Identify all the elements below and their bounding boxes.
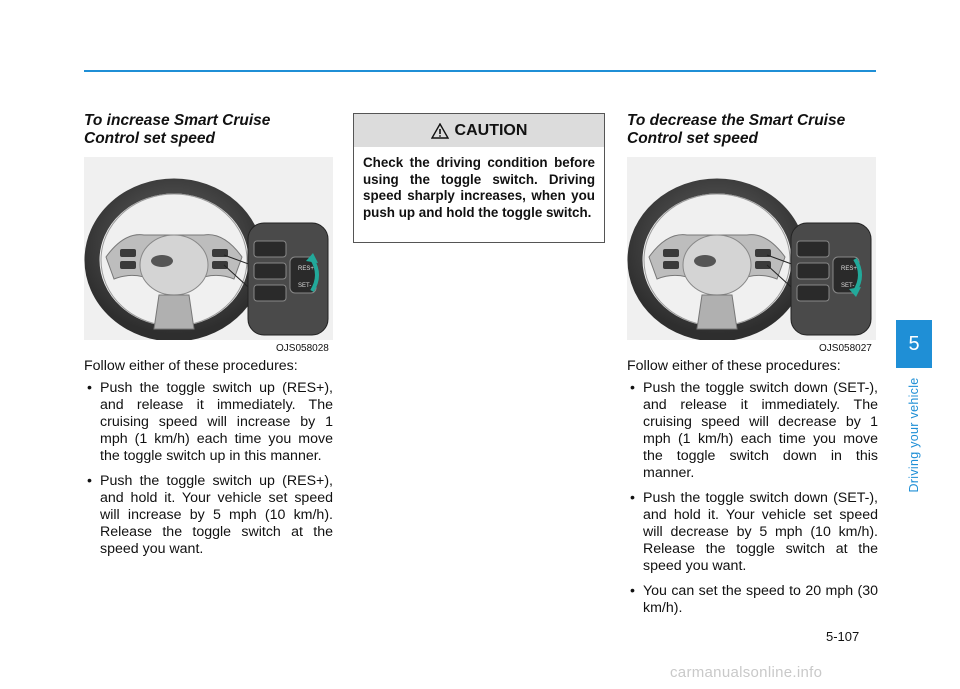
steering-wheel-illustration xyxy=(84,157,333,340)
top-rule xyxy=(84,70,876,72)
watermark: carmanualsonline.info xyxy=(670,664,823,681)
list-item: • Push the toggle switch up (RES+), and hold it. Your vehicle set speed will increase by 5 mph (10 km/h). Release the toggle switch at the speed you want. xyxy=(84,473,333,558)
figure-code-increase: OJS058028 xyxy=(276,343,329,354)
caution-header xyxy=(354,114,604,147)
caution-text: Check the driving condition before using the toggle switch. Driving speed sharply increases, when you push up and hold the toggle switch. xyxy=(363,155,595,220)
list-item: • You can set the speed to 20 mph (30 km/h). xyxy=(627,583,878,617)
caution-box xyxy=(353,113,605,243)
chapter-tab: 5 xyxy=(896,320,932,368)
chapter-label: Driving your vehicle xyxy=(907,377,921,493)
section-title-decrease: To decrease the Smart Cruise Control set speed xyxy=(627,112,846,147)
res-label: RES+ xyxy=(841,266,857,272)
section-title-increase: To increase Smart Cruise Control set speed xyxy=(84,112,271,147)
list-item: • Push the toggle switch up (RES+), and release it immediately. The cruising speed will increase by 1 mph (1 km/h) each time you move the toggle switch up in this manner. xyxy=(84,380,333,465)
page-number: 5-107 xyxy=(826,629,860,644)
steering-wheel-figure-decrease xyxy=(627,157,876,340)
set-label: SET- xyxy=(298,283,312,289)
caution-heading: CAUTION xyxy=(454,121,528,139)
res-label: RES+ xyxy=(298,266,314,272)
list-item: • Push the toggle switch down (SET-), and release it immediately. The cruising speed will decrease by 1 mph (1 km/h) each time you move the toggle switch down in this manner. xyxy=(627,380,878,482)
set-label: SET- xyxy=(841,283,855,289)
figure-code-decrease: OJS058027 xyxy=(819,343,872,354)
steering-wheel-illustration xyxy=(627,157,876,340)
procedure-list-decrease xyxy=(627,380,878,625)
intro-decrease: Follow either of these procedures: xyxy=(627,358,841,374)
warning-triangle-icon xyxy=(431,123,449,139)
procedure-list-increase xyxy=(84,380,333,566)
steering-wheel-figure-increase xyxy=(84,157,333,340)
list-item: • Push the toggle switch down (SET-), and hold it. Your vehicle set speed will decrease by 5 mph (10 km/h). Release the toggle switch at the speed you want. xyxy=(627,490,878,575)
intro-increase: Follow either of these procedures: xyxy=(84,358,298,374)
